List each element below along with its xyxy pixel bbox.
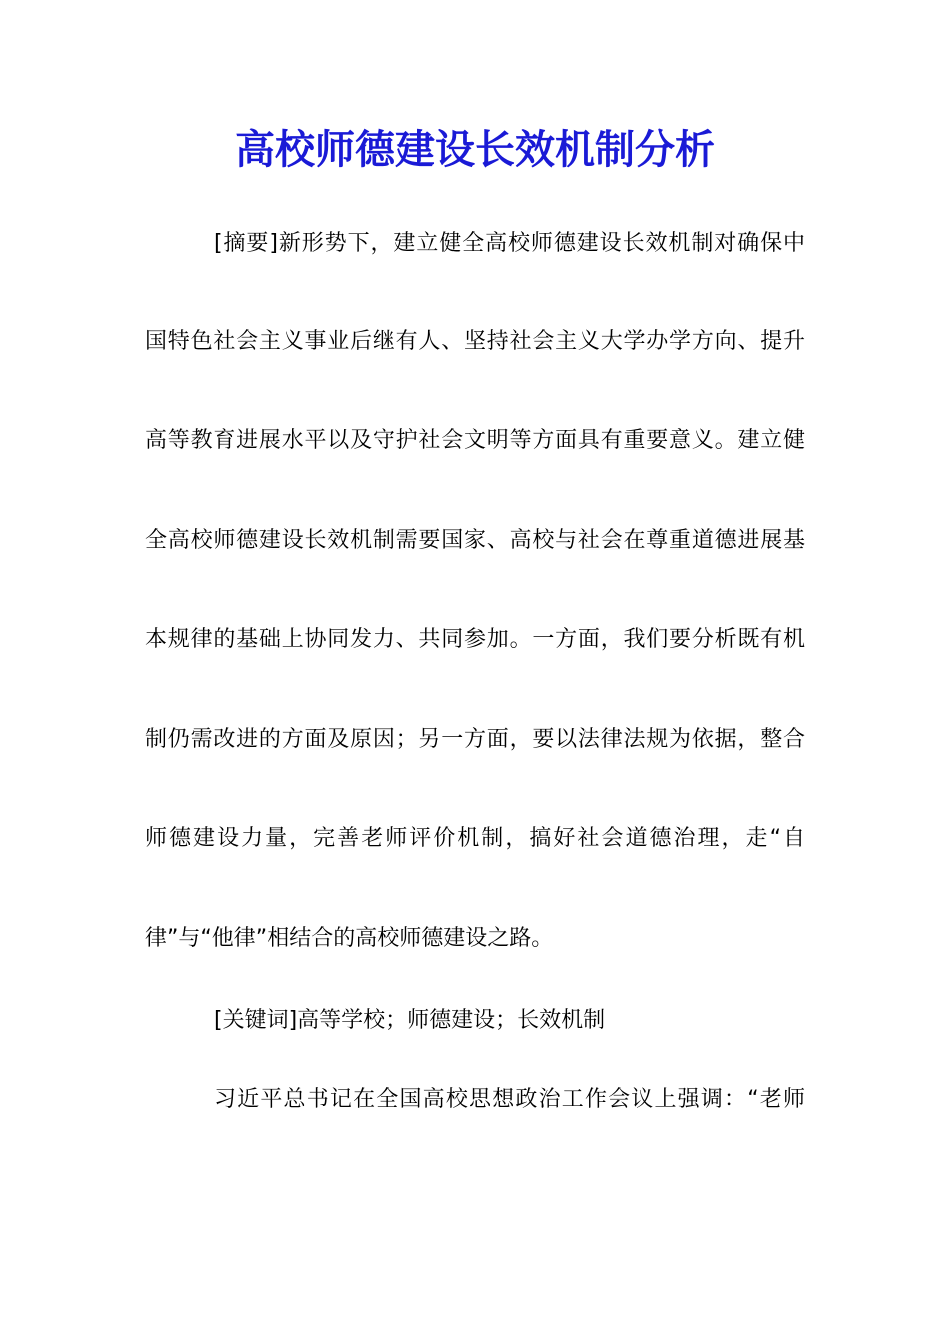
abstract-line: 全高校师德建设长效机制需要国家、高校与社会在尊重道德进展基: [145, 528, 805, 553]
abstract-line: 国特色社会主义事业后继有人、坚持社会主义大学办学方向、提升: [145, 329, 805, 354]
body-paragraph-line: 习近平总书记在全国高校思想政治工作会议上强调：“老师: [214, 1087, 805, 1112]
keywords-line: [关键词]高等学校；师德建设；长效机制: [214, 1008, 606, 1033]
abstract-line: 师德建设力量，完善老师评价机制，搞好社会道德治理，走“自: [145, 826, 805, 851]
document-title: 高校师德建设长效机制分析: [235, 126, 715, 173]
abstract-line-last: 律”与“他律”相结合的高校师德建设之路。: [145, 926, 554, 951]
abstract-line: 本规律的基础上协同发力、共同参加。一方面，我们要分析既有机: [145, 627, 805, 652]
abstract-line: 制仍需改进的方面及原因；另一方面，要以法律法规为依据，整合: [145, 727, 805, 752]
abstract-line: 高等教育进展水平以及守护社会文明等方面具有重要意义。建立健: [145, 428, 805, 453]
abstract-line: [摘要]新形势下，建立健全高校师德建设长效机制对确保中: [214, 231, 805, 256]
